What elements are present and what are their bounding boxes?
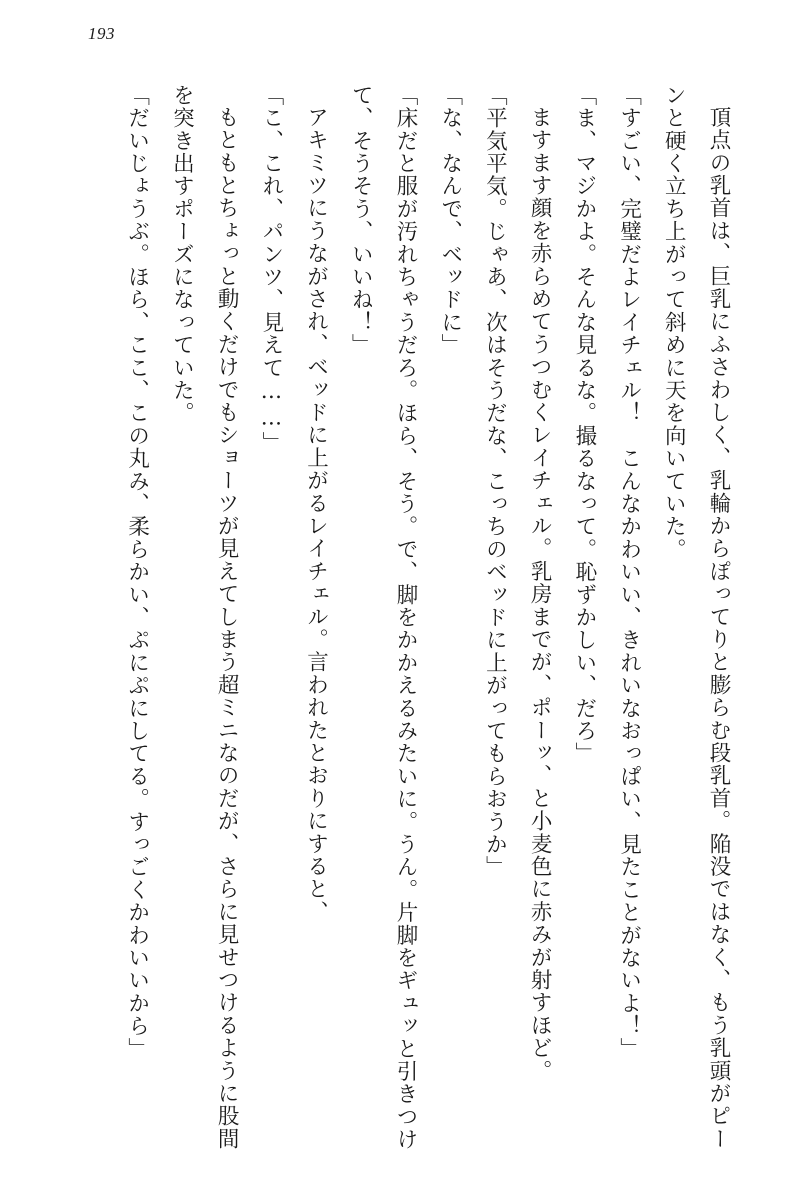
paragraph: 「な、なんで、ベッドに」 bbox=[437, 84, 463, 357]
paragraph: 「すごい、完璧だよレイチェル！ こんなかわいい、きれいなおっぱい、見たことがないよ！」 bbox=[616, 84, 642, 1061]
paragraph: もともとちょっと動くだけでもショーツが見えてしまう超ミニなのだが、さらに見せつけるように股間を突き出すポーズになっていた。 bbox=[169, 84, 240, 1150]
paragraph: アキミツにうながされ、ベッドに上がるレイチェル。言われたとおりにすると、 bbox=[303, 105, 329, 923]
paragraph: 「だいじょうぶ。ほら、ここ、この丸み、柔らかい、ぷにぷにしてる。すっごくかわいいから」 bbox=[124, 84, 150, 1061]
paragraph: 頂点の乳首は、巨乳にふさわしく、乳輪からぽってりと膨らむ段乳首。陥没ではなく、もう乳頭がピーンと硬く立ち上がって斜めに天を向いていた。 bbox=[661, 84, 731, 1150]
vertical-text-body bbox=[60, 84, 740, 1154]
paragraph: 「ま、マジかよ。そんな見るな。撮るなって。恥ずかしい、だろ」 bbox=[571, 84, 597, 765]
paragraph: 「こ、これ、パンツ、見えて……」 bbox=[258, 84, 284, 455]
page-number: 193 bbox=[88, 24, 115, 43]
paragraph: 「平気平気。じゃあ、次はそうだな、こっちのベッドに上がってもらおうか」 bbox=[482, 84, 508, 879]
paragraph: ますます顔を赤らめてうつむくレイチェル。乳房までが、ポーッ、と小麦色に赤みが射すほど。 bbox=[527, 105, 553, 1082]
paragraph: 「床だと服が汚れちゃうだろ。ほら、そう。で、脚をかかえるみたいに。うん。片脚をギュッと引きつけて、そうそう、いいね！」 bbox=[348, 84, 418, 1151]
